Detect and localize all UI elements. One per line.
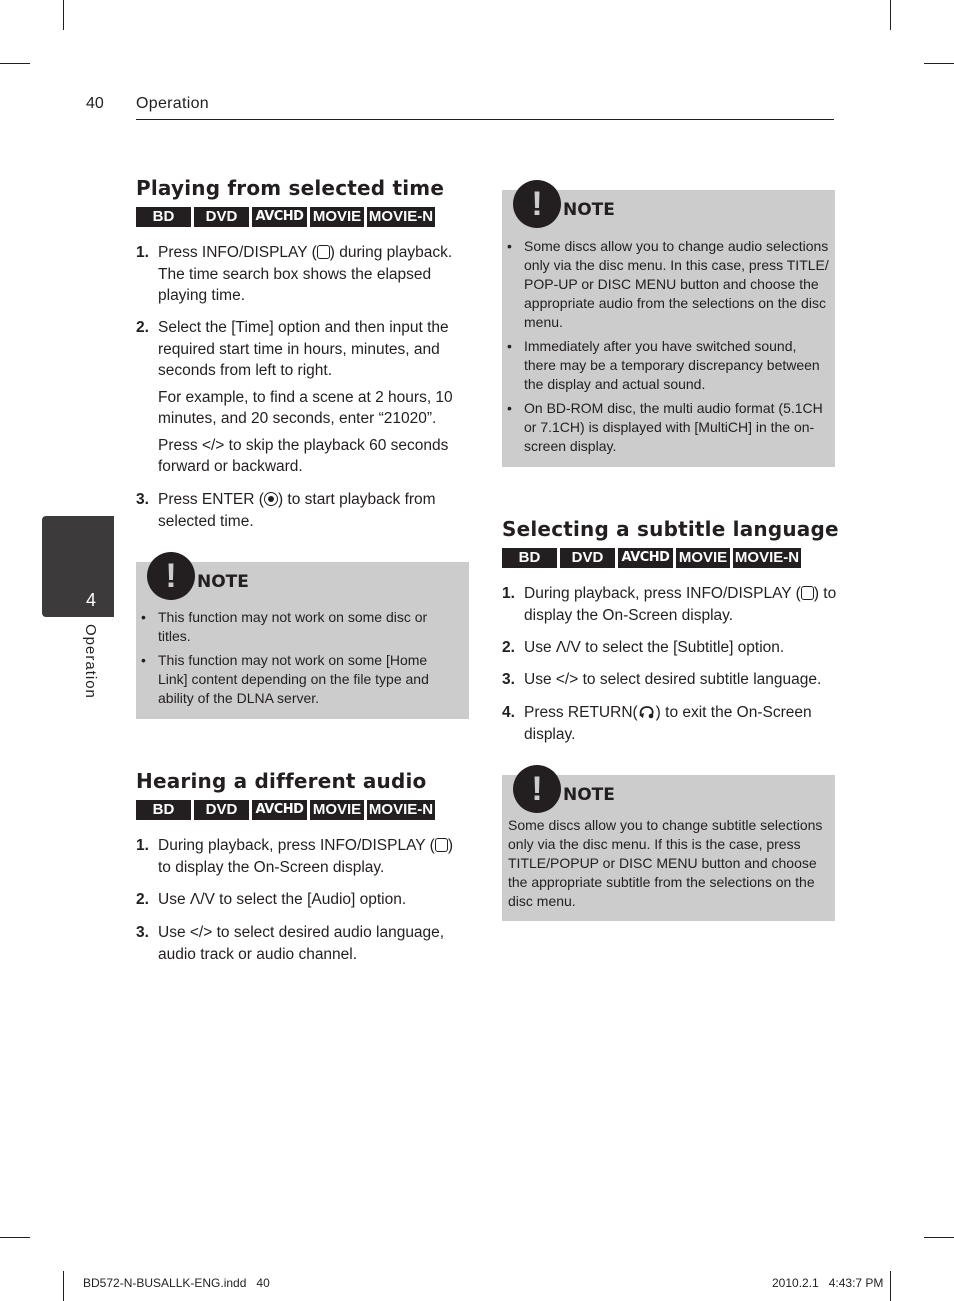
badge-movie-n: MOVIE-N	[734, 549, 800, 566]
page-number: 40	[86, 95, 104, 112]
crop-mark	[63, 1271, 64, 1301]
badge-dvd: DVD	[194, 207, 249, 227]
badge-bd: BD	[136, 207, 191, 227]
badge-dvd: DVD	[194, 800, 249, 820]
note-item: • Immediately after you have switched sound, there may be a temporary discrepancy between the display and actual sound.	[507, 338, 820, 392]
crop-mark	[63, 0, 64, 30]
section-title-playing-time: Playing from selected time	[136, 176, 445, 200]
note-label: NOTE	[197, 572, 249, 592]
crop-mark	[924, 1237, 954, 1238]
left-right-arrows-icon: </>	[201, 436, 225, 454]
badge-movie: MOVIE	[310, 800, 364, 820]
note-label: NOTE	[563, 785, 615, 805]
step-item: 4. Press RETURN( ) to exit the On-Screen display.	[502, 704, 812, 743]
header-rule	[136, 119, 834, 120]
crop-mark	[890, 1271, 891, 1301]
badge-bd: BD	[502, 548, 557, 568]
disc-badges	[136, 800, 435, 820]
badge-movie: MOVIE	[310, 207, 364, 227]
step-item: 2. Use Λ/V to select the [Subtitle] option.	[502, 639, 785, 656]
note-box	[502, 185, 835, 467]
note-item: • This function may not work on some disc or titles.	[141, 609, 428, 644]
note-box	[502, 770, 835, 921]
badge-movie: MOVIE	[676, 548, 730, 568]
crop-mark	[0, 1237, 30, 1238]
footer-timestamp: 2010.2.1 4:43:7 PM	[772, 1276, 884, 1290]
step-item: 1. During playback, press INFO/DISPLAY ( ) to display the On-Screen display.	[136, 837, 453, 876]
step-item: 3. Use </> to select desired audio language, audio track or audio channel.	[136, 924, 445, 963]
note-item: • On BD-ROM disc, the multi audio format (5.1CH or 7.1CH) is displayed with [MultiCH] in the on-screen display.	[507, 400, 823, 454]
exclamation-icon: !	[513, 180, 561, 228]
running-header: Operation	[136, 95, 209, 112]
disc-badges	[502, 548, 801, 568]
badge-dvd: DVD	[560, 548, 615, 568]
info-display-icon	[435, 838, 448, 852]
disc-badges	[136, 207, 435, 227]
step-item: 3. Use </> to select desired subtitle language.	[502, 671, 822, 688]
note-item: • This function may not work on some [Home Link] content depending on the file type and ability of the DLNA server.	[141, 652, 429, 706]
chapter-tab-label: Operation	[82, 624, 99, 699]
info-display-icon	[317, 245, 330, 259]
exclamation-icon: !	[147, 552, 195, 600]
left-right-arrows-icon: </>	[189, 924, 213, 941]
badge-bd: BD	[136, 800, 191, 820]
chapter-tab-number: 4	[86, 590, 97, 610]
note-box	[136, 557, 469, 719]
step-item: 1. During playback, press INFO/DISPLAY ( ) to display the On-Screen display.	[502, 585, 837, 624]
note-label: NOTE	[563, 200, 615, 220]
exclamation-icon: !	[513, 765, 561, 813]
badge-movie-n: MOVIE-N	[368, 208, 434, 225]
step-item: 2. Select the [Time] option and then input the required start time in hours, minutes, and seconds from left to right. For example, to find a scene at 2 hours, 10 minutes, and 20 seconds, enter “21020”. Press </> to skip the playback 60 seconds forward or backward.	[136, 319, 453, 475]
up-down-arrows-icon: Λ/V	[555, 639, 581, 656]
enter-icon	[264, 492, 278, 506]
badge-avchd: AVCHD	[252, 800, 307, 820]
crop-mark	[890, 0, 891, 30]
badge-avchd: AVCHD	[252, 207, 307, 227]
badge-movie-n: MOVIE-N	[368, 801, 434, 818]
up-down-arrows-icon: Λ/V	[189, 891, 215, 908]
return-icon	[638, 705, 656, 719]
note-text: Some discs allow you to change subtitle selections only via the disc menu. If this is the case, press TITLE/POPUP or DISC MENU button and choose the appropriate subtitle from the selections on the disc menu.	[508, 817, 823, 909]
crop-mark	[0, 63, 30, 64]
crop-mark	[924, 63, 954, 64]
left-right-arrows-icon: </>	[555, 671, 579, 688]
step-item: 1. Press INFO/DISPLAY ( ) during playback. The time search box shows the elapsed playing time.	[136, 244, 453, 304]
chapter-tab	[42, 516, 114, 617]
section-title-audio: Hearing a different audio	[136, 769, 427, 793]
footer-file-name: BD572-N-BUSALLK-ENG.indd 40	[83, 1276, 270, 1290]
step-item: 2. Use Λ/V to select the [Audio] option.	[136, 891, 407, 908]
section-title-subtitle: Selecting a subtitle language	[502, 517, 839, 541]
info-display-icon	[801, 586, 814, 600]
step-item: 3. Press ENTER ( ) to start playback from selected time.	[136, 491, 436, 530]
note-item: • Some discs allow you to change audio selections only via the disc menu. In this case, press TITLE/ POP-UP or DISC MENU button and choose the appropriate audio from the selections on the disc menu.	[507, 238, 829, 330]
badge-avchd: AVCHD	[618, 548, 673, 568]
